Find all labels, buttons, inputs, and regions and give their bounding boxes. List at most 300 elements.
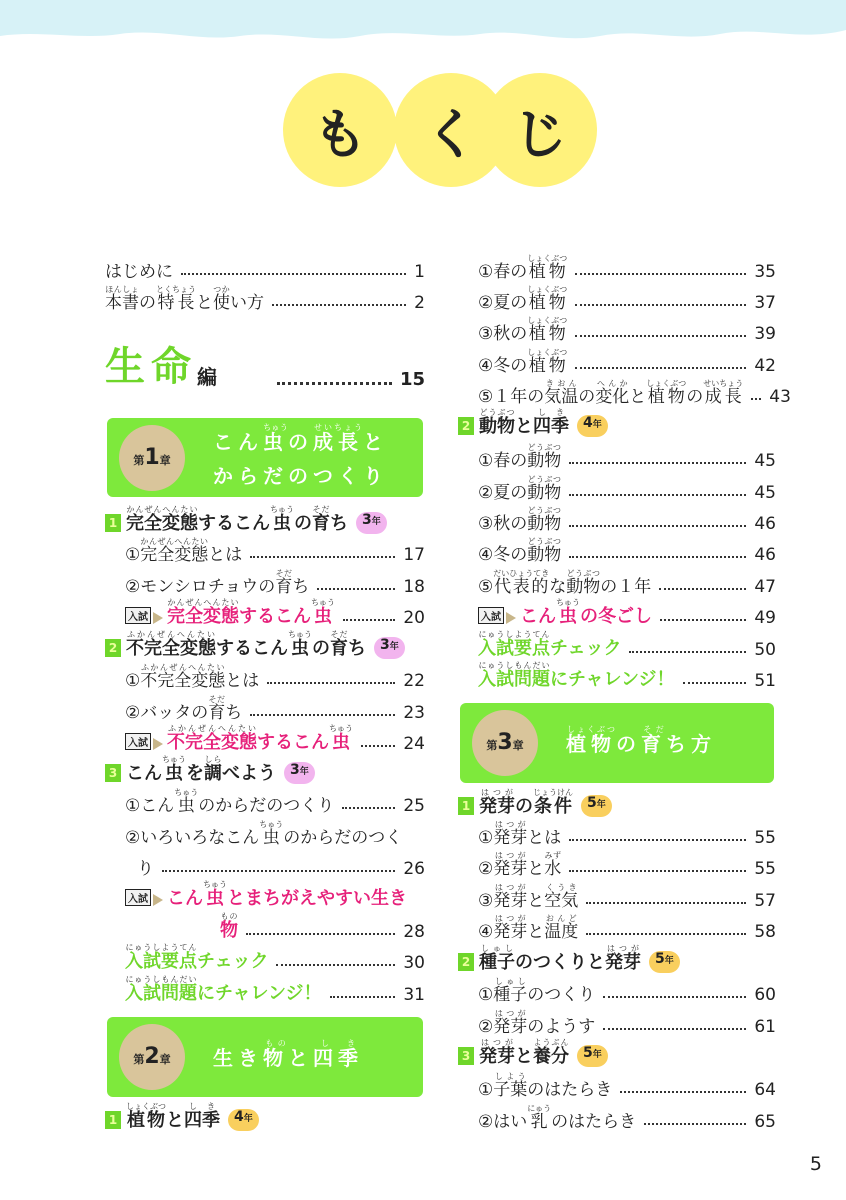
dot-leader [276, 964, 395, 966]
chapter-banner [107, 418, 423, 497]
furigana: ちゅう [162, 755, 186, 764]
ruby-text: 育そだ [330, 630, 348, 659]
ruby-text: 養分ようぶん [533, 1038, 569, 1067]
toc-entry[interactable] [105, 971, 425, 1005]
text-segment: のからだのつく [283, 828, 403, 848]
ruby-text: 植物しょくぶつ [126, 1102, 166, 1131]
furigana: しき [313, 1039, 363, 1048]
ruby-text: 発芽はつが [493, 1009, 528, 1037]
ruby-text: 不完全変態ふかんぜんへんたい [140, 663, 226, 691]
grade-badge [228, 1109, 259, 1131]
ruby-text: 水みず [544, 851, 562, 879]
text-segment: ② [478, 859, 494, 879]
entry-text [126, 1102, 220, 1132]
text-segment: チェック [197, 951, 269, 972]
section-number-badge: 2 [458, 417, 474, 435]
text-segment: ① [125, 545, 141, 565]
furigana: しゅし [479, 944, 515, 953]
page-number-ref: 30 [403, 953, 425, 973]
furigana: ほんしょ [105, 285, 139, 294]
text-segment: ②モンシロチョウの [125, 577, 276, 597]
section-number-badge: 1 [105, 514, 121, 532]
ruby-text: 動物どうぶつ [527, 506, 562, 534]
page-number-ref: 1 [414, 262, 425, 282]
page-number-ref: 57 [754, 891, 776, 911]
text-segment: はじめに [105, 262, 173, 282]
grade-number: 4 [234, 1109, 244, 1125]
ruby-text: 成長せいちょう [703, 379, 744, 407]
toc-entry[interactable] [458, 784, 776, 818]
furigana: はつが [479, 788, 515, 797]
entry-text [478, 316, 567, 344]
furigana: にゅうしようてん [478, 630, 550, 639]
ruby-text: 動物どうぶつ [566, 569, 601, 597]
furigana: はつが [493, 851, 528, 860]
ruby-text: 完全変態かんぜんへんたい [126, 505, 198, 534]
page-number-ref: 2 [414, 293, 425, 313]
furigana: はつが [493, 914, 528, 923]
entry-text [125, 537, 242, 565]
entry-text [125, 788, 334, 816]
ruby-text: 虫ちゅう [174, 788, 199, 816]
furigana: みず [544, 851, 562, 860]
furigana: とくちょう [156, 285, 196, 294]
furigana: ちゅう [174, 788, 199, 797]
dot-leader [569, 556, 746, 558]
ruby-text: 入試問題にゅうしもんだい [478, 661, 550, 690]
toc-entry[interactable] [458, 437, 776, 471]
entry-text [478, 977, 595, 1005]
furigana: ちゅう [329, 724, 353, 733]
dot-leader [569, 839, 746, 841]
furigana: しょくぶつ [527, 348, 568, 357]
grade-suffix: 年 [596, 800, 606, 810]
text-segment: 生き [213, 1046, 263, 1070]
section-number-badge: 1 [105, 1111, 121, 1129]
page-number-ref: 37 [754, 293, 776, 313]
dot-leader [569, 525, 746, 527]
furigana: しら [204, 755, 222, 764]
ruby-text: 発芽はつが [493, 883, 528, 911]
toc-entry[interactable] [105, 782, 425, 816]
page-number-ref: 49 [754, 608, 776, 628]
text-segment: ⑤ [478, 577, 494, 597]
toc-entry[interactable] [458, 594, 776, 628]
ruby-text: 変化へんか [595, 379, 630, 407]
furigana: そだ [641, 725, 666, 734]
furigana: にゅうしようてん [125, 943, 197, 952]
page-number-ref: 26 [403, 859, 425, 879]
toc-entry[interactable] [458, 1003, 776, 1037]
arrow-icon [506, 612, 516, 624]
text-segment: ③秋の [478, 324, 528, 344]
furigana: そだ [208, 695, 226, 704]
furigana: だいひょうてき [493, 569, 550, 578]
furigana: へんか [595, 379, 630, 388]
text-segment: ②夏の [478, 483, 528, 503]
ruby-text: 四季しき [313, 1039, 363, 1070]
grade-number: 3 [362, 512, 372, 528]
toc-entry[interactable] [105, 279, 425, 313]
toc-entry[interactable] [105, 501, 425, 535]
furigana: せいちょう [313, 422, 363, 432]
grade-number: 3 [380, 637, 390, 653]
text-segment: と [196, 293, 213, 313]
text-segment: ① [125, 671, 141, 691]
text-segment: こん [520, 606, 556, 627]
chapter-title-line [566, 725, 716, 761]
furigana: しょくぶつ [527, 285, 568, 294]
text-segment: チェック [550, 638, 622, 659]
page-number-ref: 65 [754, 1112, 776, 1132]
text-segment: と [515, 416, 533, 437]
nyushi-tag: 入試 [125, 733, 151, 750]
toc-entry[interactable] [458, 814, 776, 848]
entry-text [125, 663, 259, 691]
chapter-suffix: 章 [512, 739, 524, 752]
entry-text [478, 506, 561, 534]
furigana: ようぶん [533, 1038, 569, 1047]
text-segment: のつくりと [515, 952, 605, 973]
toc-entry[interactable] [458, 877, 776, 911]
furigana: どうぶつ [527, 475, 562, 484]
ruby-text: 虫ちゅう [162, 755, 186, 784]
arrow-icon [153, 894, 163, 906]
dot-leader [575, 367, 746, 369]
chapter-prefix: 第 [133, 453, 145, 467]
dot-leader [569, 462, 746, 464]
text-segment: の [515, 796, 533, 817]
ruby-text: 発芽はつが [605, 944, 641, 973]
entry-text [478, 475, 561, 503]
page-number-ref: 55 [754, 828, 776, 848]
title-char: も [283, 73, 397, 187]
furigana: もの [220, 912, 238, 921]
text-segment: ① [478, 1080, 494, 1100]
ruby-text: 入試要点にゅうしようてん [478, 630, 550, 659]
dot-leader [569, 494, 746, 496]
toc-entry[interactable] [458, 500, 776, 534]
entry-text [478, 1009, 595, 1037]
toc-entry[interactable] [105, 814, 425, 848]
toc-entry[interactable] [458, 310, 776, 344]
entry-text [478, 1072, 612, 1100]
text-segment: のはたらき [551, 1112, 637, 1132]
furigana: しき [184, 1102, 220, 1111]
page-number-ref: 45 [754, 483, 776, 503]
text-segment: べよう [222, 763, 276, 784]
toc-entry[interactable] [458, 626, 776, 660]
ruby-text: 育そだ [275, 569, 293, 597]
ruby-text: 動物どうぶつ [479, 408, 515, 437]
entry-text [478, 661, 675, 691]
furigana: くうき [544, 883, 579, 892]
page-number-ref: 18 [403, 577, 425, 597]
text-segment: のからだのつくり [198, 796, 335, 816]
furigana: しょくぶつ [527, 316, 568, 325]
entry-text [478, 285, 567, 313]
entry-text [566, 725, 716, 756]
entry-text [478, 569, 651, 597]
text-segment: のようす [527, 1017, 596, 1037]
toc-entry[interactable] [458, 971, 776, 1005]
ruby-text: 植物しょくぶつ [566, 725, 616, 756]
ruby-text: 調しら [204, 755, 222, 784]
text-segment: こん [213, 429, 263, 454]
dot-leader [246, 933, 395, 935]
entry-text [213, 422, 388, 454]
ruby-text: 発芽はつが [493, 851, 528, 879]
furigana: ちゅう [311, 598, 335, 607]
page-number-ref: 20 [403, 608, 425, 628]
furigana: どうぶつ [566, 569, 601, 578]
wave-banner [0, 0, 846, 50]
chapter-number: 3 [497, 730, 513, 755]
text-segment: ① [478, 985, 494, 1005]
entry-text [479, 1038, 569, 1068]
ruby-text: 本書ほんしょ [105, 285, 139, 313]
text-segment: ①春の [478, 262, 528, 282]
toc-entry[interactable] [105, 876, 425, 910]
page-number-ref: 50 [754, 640, 776, 660]
section-suffix: 編 [197, 365, 217, 389]
entry-text [478, 630, 621, 660]
furigana: しょくぶつ [646, 379, 687, 388]
furigana: どうぶつ [527, 506, 562, 515]
chapter-title [213, 423, 388, 493]
text-segment: ち方 [666, 732, 716, 756]
ruby-text: 虫ちゅう [311, 598, 335, 627]
grade-suffix: 年 [299, 767, 309, 777]
toc-entry[interactable] [105, 689, 425, 723]
furigana: しょくぶつ [527, 254, 568, 263]
dot-leader [629, 651, 746, 653]
page-number-ref: 47 [754, 577, 776, 597]
dot-leader [586, 933, 746, 935]
ruby-text: 育そだ [208, 695, 226, 723]
text-segment: と [515, 1046, 533, 1067]
text-segment: の冬ごし [580, 606, 652, 627]
text-segment: ち [348, 638, 366, 659]
toc-entry[interactable] [458, 373, 791, 407]
furigana: ふかんぜんへんたい [140, 663, 226, 672]
chapter-title-line [213, 423, 388, 459]
dot-leader [603, 1028, 746, 1030]
furigana: ちゅう [263, 422, 288, 432]
text-segment: のつくり [527, 985, 596, 1005]
entry-text [478, 254, 567, 282]
text-segment: の [139, 293, 156, 313]
ruby-text: 入試問題にゅうしもんだい [125, 975, 197, 1004]
toc-entry[interactable] [458, 563, 776, 597]
text-segment: と [288, 1046, 313, 1070]
furigana: ちゅう [556, 598, 580, 607]
entry-text [126, 630, 366, 660]
chapter-badge [472, 710, 538, 776]
page-number-ref: 22 [403, 671, 425, 691]
dot-leader [361, 745, 395, 747]
toc-entry[interactable] [458, 248, 776, 282]
page-number: 5 [809, 1153, 822, 1175]
grade-suffix: 年 [592, 1050, 602, 1060]
ruby-text: 空気くうき [544, 883, 579, 911]
ruby-text: 四季しき [184, 1102, 220, 1131]
toc-entry[interactable] [458, 657, 776, 691]
text-segment: ④ [478, 922, 494, 942]
text-segment: ②夏の [478, 293, 528, 313]
dot-leader [586, 902, 746, 904]
arrow-icon [153, 738, 163, 750]
text-segment: ③秋の [478, 514, 528, 534]
furigana: ちゅう [270, 505, 294, 514]
ruby-text: 不完全変態ふかんぜんへんたい [167, 724, 257, 753]
text-segment: の [578, 387, 596, 407]
furigana: かんぜんへんたい [140, 537, 209, 546]
nyushi-tag: 入試 [125, 889, 151, 906]
ruby-text: 動物どうぶつ [527, 443, 562, 471]
page-number-ref: 43 [769, 387, 791, 407]
grade-suffix: 年 [664, 956, 674, 966]
grade-suffix: 年 [243, 1114, 253, 1124]
dot-leader [751, 398, 761, 400]
toc-entry[interactable] [105, 563, 425, 597]
dot-leader [272, 304, 406, 306]
text-segment: とは [527, 828, 562, 848]
toc-entry[interactable] [105, 720, 425, 754]
title-char: く [394, 73, 508, 187]
toc-entry[interactable] [458, 908, 776, 942]
toc-entry[interactable] [458, 531, 776, 565]
text-segment: ④冬の [478, 545, 528, 565]
furigana: ちゅう [259, 820, 284, 829]
ruby-text: 特長とくちょう [156, 285, 196, 313]
toc-entry[interactable] [458, 342, 776, 376]
text-segment: するこん [257, 732, 329, 753]
text-segment: の [294, 513, 312, 534]
toc-entry[interactable] [105, 751, 425, 785]
text-segment: からだのつくり [213, 463, 388, 488]
dot-leader [250, 714, 395, 716]
entry-text [125, 569, 309, 597]
toc-entry[interactable] [105, 346, 425, 392]
chapter-suffix: 章 [159, 1053, 171, 1066]
furigana: しゅし [493, 977, 528, 986]
toc-entry[interactable] [105, 626, 425, 660]
grade-badge [577, 1045, 608, 1067]
ruby-text: 植物しょくぶつ [527, 285, 568, 313]
furigana: しよう [493, 1072, 528, 1081]
text-segment: とは [208, 545, 243, 565]
page-number-ref: 39 [754, 324, 776, 344]
toc-entry[interactable] [458, 1066, 776, 1100]
chapter-number: 2 [144, 1044, 160, 1069]
furigana: そだ [312, 505, 330, 514]
chapter-title-line [213, 1039, 363, 1075]
ruby-text: 乳にゅう [527, 1104, 552, 1132]
entry-text [478, 914, 578, 942]
furigana: はつが [493, 1009, 528, 1018]
title-char: じ [483, 73, 597, 187]
furigana: ふかんぜんへんたい [126, 630, 216, 639]
text-segment: するこん [216, 638, 288, 659]
toc-entry[interactable] [105, 594, 425, 628]
dot-leader [162, 870, 395, 872]
section-number-badge: 1 [458, 797, 474, 815]
dot-leader [343, 619, 395, 621]
ruby-text: 成長せいちょう [313, 422, 363, 454]
grade-number: 5 [587, 795, 597, 811]
text-segment: ち [292, 577, 310, 597]
toc-entry[interactable] [458, 845, 776, 879]
ruby-text: 温度おんど [544, 914, 579, 942]
ruby-text: 虫ちゅう [288, 630, 312, 659]
page-number-ref: 51 [754, 671, 776, 691]
dot-leader [683, 682, 747, 684]
ruby-text: 発芽はつが [493, 820, 528, 848]
text-segment: ち [225, 703, 243, 723]
arrow-icon [153, 612, 163, 624]
chapter-title [566, 725, 716, 761]
toc-entry[interactable] [105, 657, 425, 691]
text-segment: ②バッタの [125, 703, 209, 723]
grade-badge [374, 637, 405, 659]
dot-leader [575, 273, 746, 275]
furigana: じょうけん [533, 788, 573, 797]
toc-entry[interactable] [105, 1098, 425, 1132]
grade-number: 3 [290, 762, 300, 778]
entry-text [167, 598, 335, 628]
dot-leader [575, 335, 746, 337]
toc-entry[interactable] [458, 404, 776, 438]
dot-leader [659, 588, 746, 590]
text-segment: とは [225, 671, 260, 691]
toc-entry[interactable] [105, 908, 425, 942]
dot-leader [644, 1123, 746, 1125]
page-number-ref: 46 [754, 514, 776, 534]
toc-entry[interactable] [458, 469, 776, 503]
text-segment: な [549, 577, 567, 597]
entry-text [478, 537, 561, 565]
dot-leader [277, 382, 392, 385]
chapter-banner [460, 703, 774, 783]
text-segment: にチャレンジ！ [197, 983, 322, 1004]
toc-entry[interactable] [105, 845, 425, 879]
furigana: はつが [493, 883, 528, 892]
entry-text [520, 598, 652, 628]
toc-entry[interactable] [458, 1098, 776, 1132]
ruby-text: 育そだ [312, 505, 330, 534]
furigana: ちゅう [288, 630, 312, 639]
furigana: かんぜんへんたい [167, 598, 239, 607]
toc-entry[interactable] [458, 1034, 776, 1068]
toc-entry[interactable] [105, 939, 425, 973]
toc-entry[interactable] [105, 531, 425, 565]
toc-entry[interactable] [458, 940, 776, 974]
ruby-text: 虫ちゅう [270, 505, 294, 534]
ruby-text: 気温きおん [544, 379, 579, 407]
furigana: にゅう [527, 1104, 552, 1113]
ruby-text: 使つか [213, 285, 230, 313]
grade-badge [577, 415, 608, 437]
page-number-ref: 64 [754, 1080, 776, 1100]
toc-entry[interactable] [105, 248, 425, 282]
grade-number: 4 [583, 415, 593, 431]
ruby-text: 物もの [220, 912, 238, 941]
entry-text [125, 975, 322, 1005]
text-segment: ②はい [478, 1112, 528, 1132]
text-segment: ①こん [125, 796, 175, 816]
toc-entry[interactable] [458, 279, 776, 313]
